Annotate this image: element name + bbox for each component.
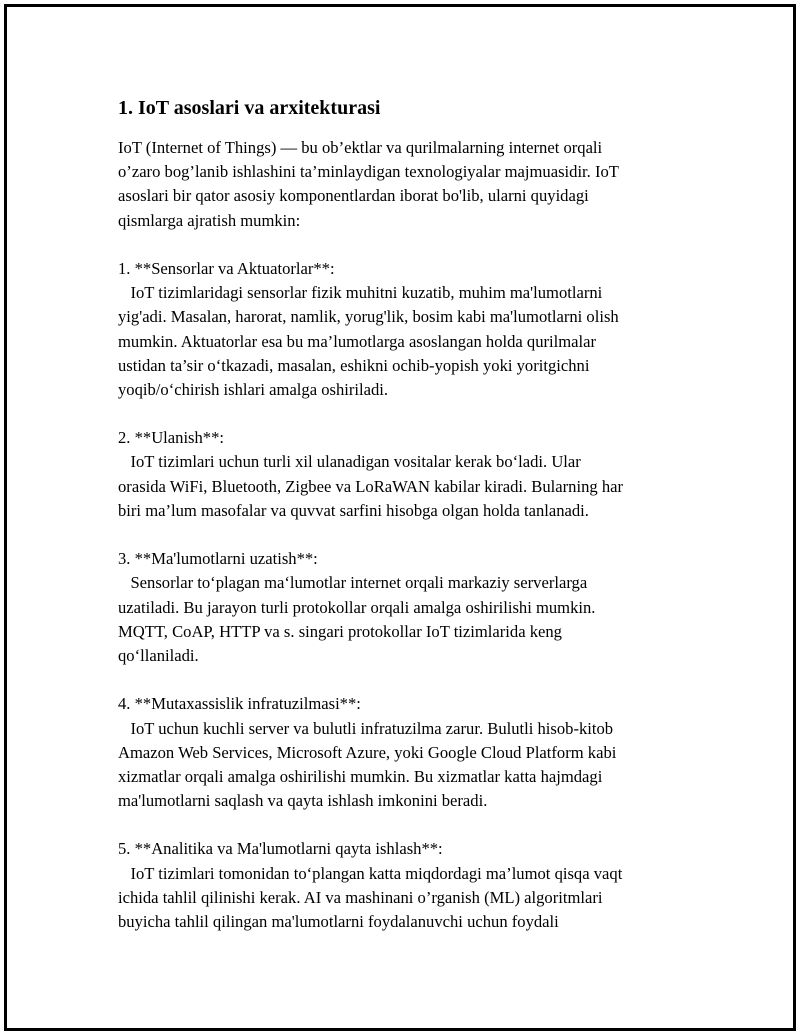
intro-line: qismlarga ajratish mumkin: (118, 210, 301, 230)
spacer (118, 233, 683, 257)
intro-line: o’zaro bog’lanib ishlashini ta’minlaydigan texnologiyalar majmuasidir. IoT (118, 162, 619, 182)
spacer (118, 523, 683, 547)
list-item-title: 5. **Analitika va Ma'lumotlarni qayta ishlash**: (118, 839, 443, 859)
spacer (118, 813, 683, 837)
list-item-line: yoqib/o‘chirish ishlari amalga oshiriladi. (118, 379, 389, 399)
list-item-title: 4. **Mutaxassislik infratuzilmasi**: (118, 694, 361, 714)
list-item-line: IoT tizimlari uchun turli xil ulanadigan vositalar kerak bo‘ladi. Ular (118, 452, 581, 472)
list-item-line: mumkin. Aktuatorlar esa bu ma’lumotlarga asoslangan holda qurilmalar (118, 331, 597, 351)
list-item-title: 3. **Ma'lumotlarni uzatish**: (118, 549, 318, 569)
list-item-line: xizmatlar orqali amalga oshirilishi mumkin. Bu xizmatlar katta hajmdagi (118, 766, 603, 786)
list-item-line: orasida WiFi, Bluetooth, Zigbee va LoRaWAN kabilar kiradi. Bularning har (118, 476, 624, 496)
list-item-line: yig'adi. Masalan, harorat, namlik, yorug'lik, bosim kabi ma'lumotlarni olish (118, 307, 619, 327)
list-item (118, 547, 683, 668)
spacer (118, 402, 683, 426)
list-item-line: Amazon Web Services, Microsoft Azure, yoki Google Cloud Platform kabi (118, 742, 617, 762)
list-item (118, 426, 683, 523)
document-body (118, 96, 683, 934)
list-item-line: MQTT, CoAP, HTTP va s. singari protokollar IoT tizimlarida keng (118, 621, 562, 641)
list-item-title: 1. **Sensorlar va Aktuatorlar**: (118, 258, 335, 278)
list-item-line: IoT tizimlaridagi sensorlar fizik muhitni kuzatib, muhim ma'lumotlarni (118, 283, 603, 303)
list-item-line: uzatiladi. Bu jarayon turli protokollar orqali amalga oshirilishi mumkin. (118, 597, 596, 617)
spacer (118, 668, 683, 692)
list-item (118, 692, 683, 813)
list-item-title: 2. **Ulanish**: (118, 428, 225, 448)
list-item (118, 257, 683, 402)
intro-paragraph (118, 136, 683, 233)
intro-line: IoT (Internet of Things) — bu ob’ektlar va qurilmalarning internet orqali (118, 138, 603, 157)
list-item-line: buyicha tahlil qilingan ma'lumotlarni foydalanuvchi uchun foydali (118, 912, 559, 931)
intro-line: asoslari bir qator asosiy komponentlardan iborat bo'lib, ularni quyidagi (118, 186, 589, 206)
list-item (118, 837, 683, 934)
list-item-line: ma'lumotlarni saqlash va qayta ishlash imkonini beradi. (118, 791, 488, 811)
list-item-line: IoT tizimlari tomonidan to‘plangan katta miqdordagi ma’lumot qisqa vaqt (118, 863, 623, 883)
list-item-line: ustidan ta’sir o‘tkazadi, masalan, eshikni ochib-yopish yoki yoritgichni (118, 355, 590, 375)
section-heading: 1. IoT asoslari va arxitekturasi (118, 97, 381, 119)
list-item-line: IoT uchun kuchli server va bulutli infratuzilma zarur. Bulutli hisob-kitob (118, 718, 614, 738)
list-item-line: qo‘llaniladi. (118, 645, 199, 665)
list-item-line: biri ma’lum masofalar va quvvat sarfini hisobga olgan holda tanlanadi. (118, 500, 589, 520)
list-item-line: Sensorlar to‘plagan ma‘lumotlar internet orqali markaziy serverlarga (118, 573, 588, 593)
list-item-line: ichida tahlil qilinishi kerak. AI va mashinani o’rganish (ML) algoritmlari (118, 887, 603, 907)
